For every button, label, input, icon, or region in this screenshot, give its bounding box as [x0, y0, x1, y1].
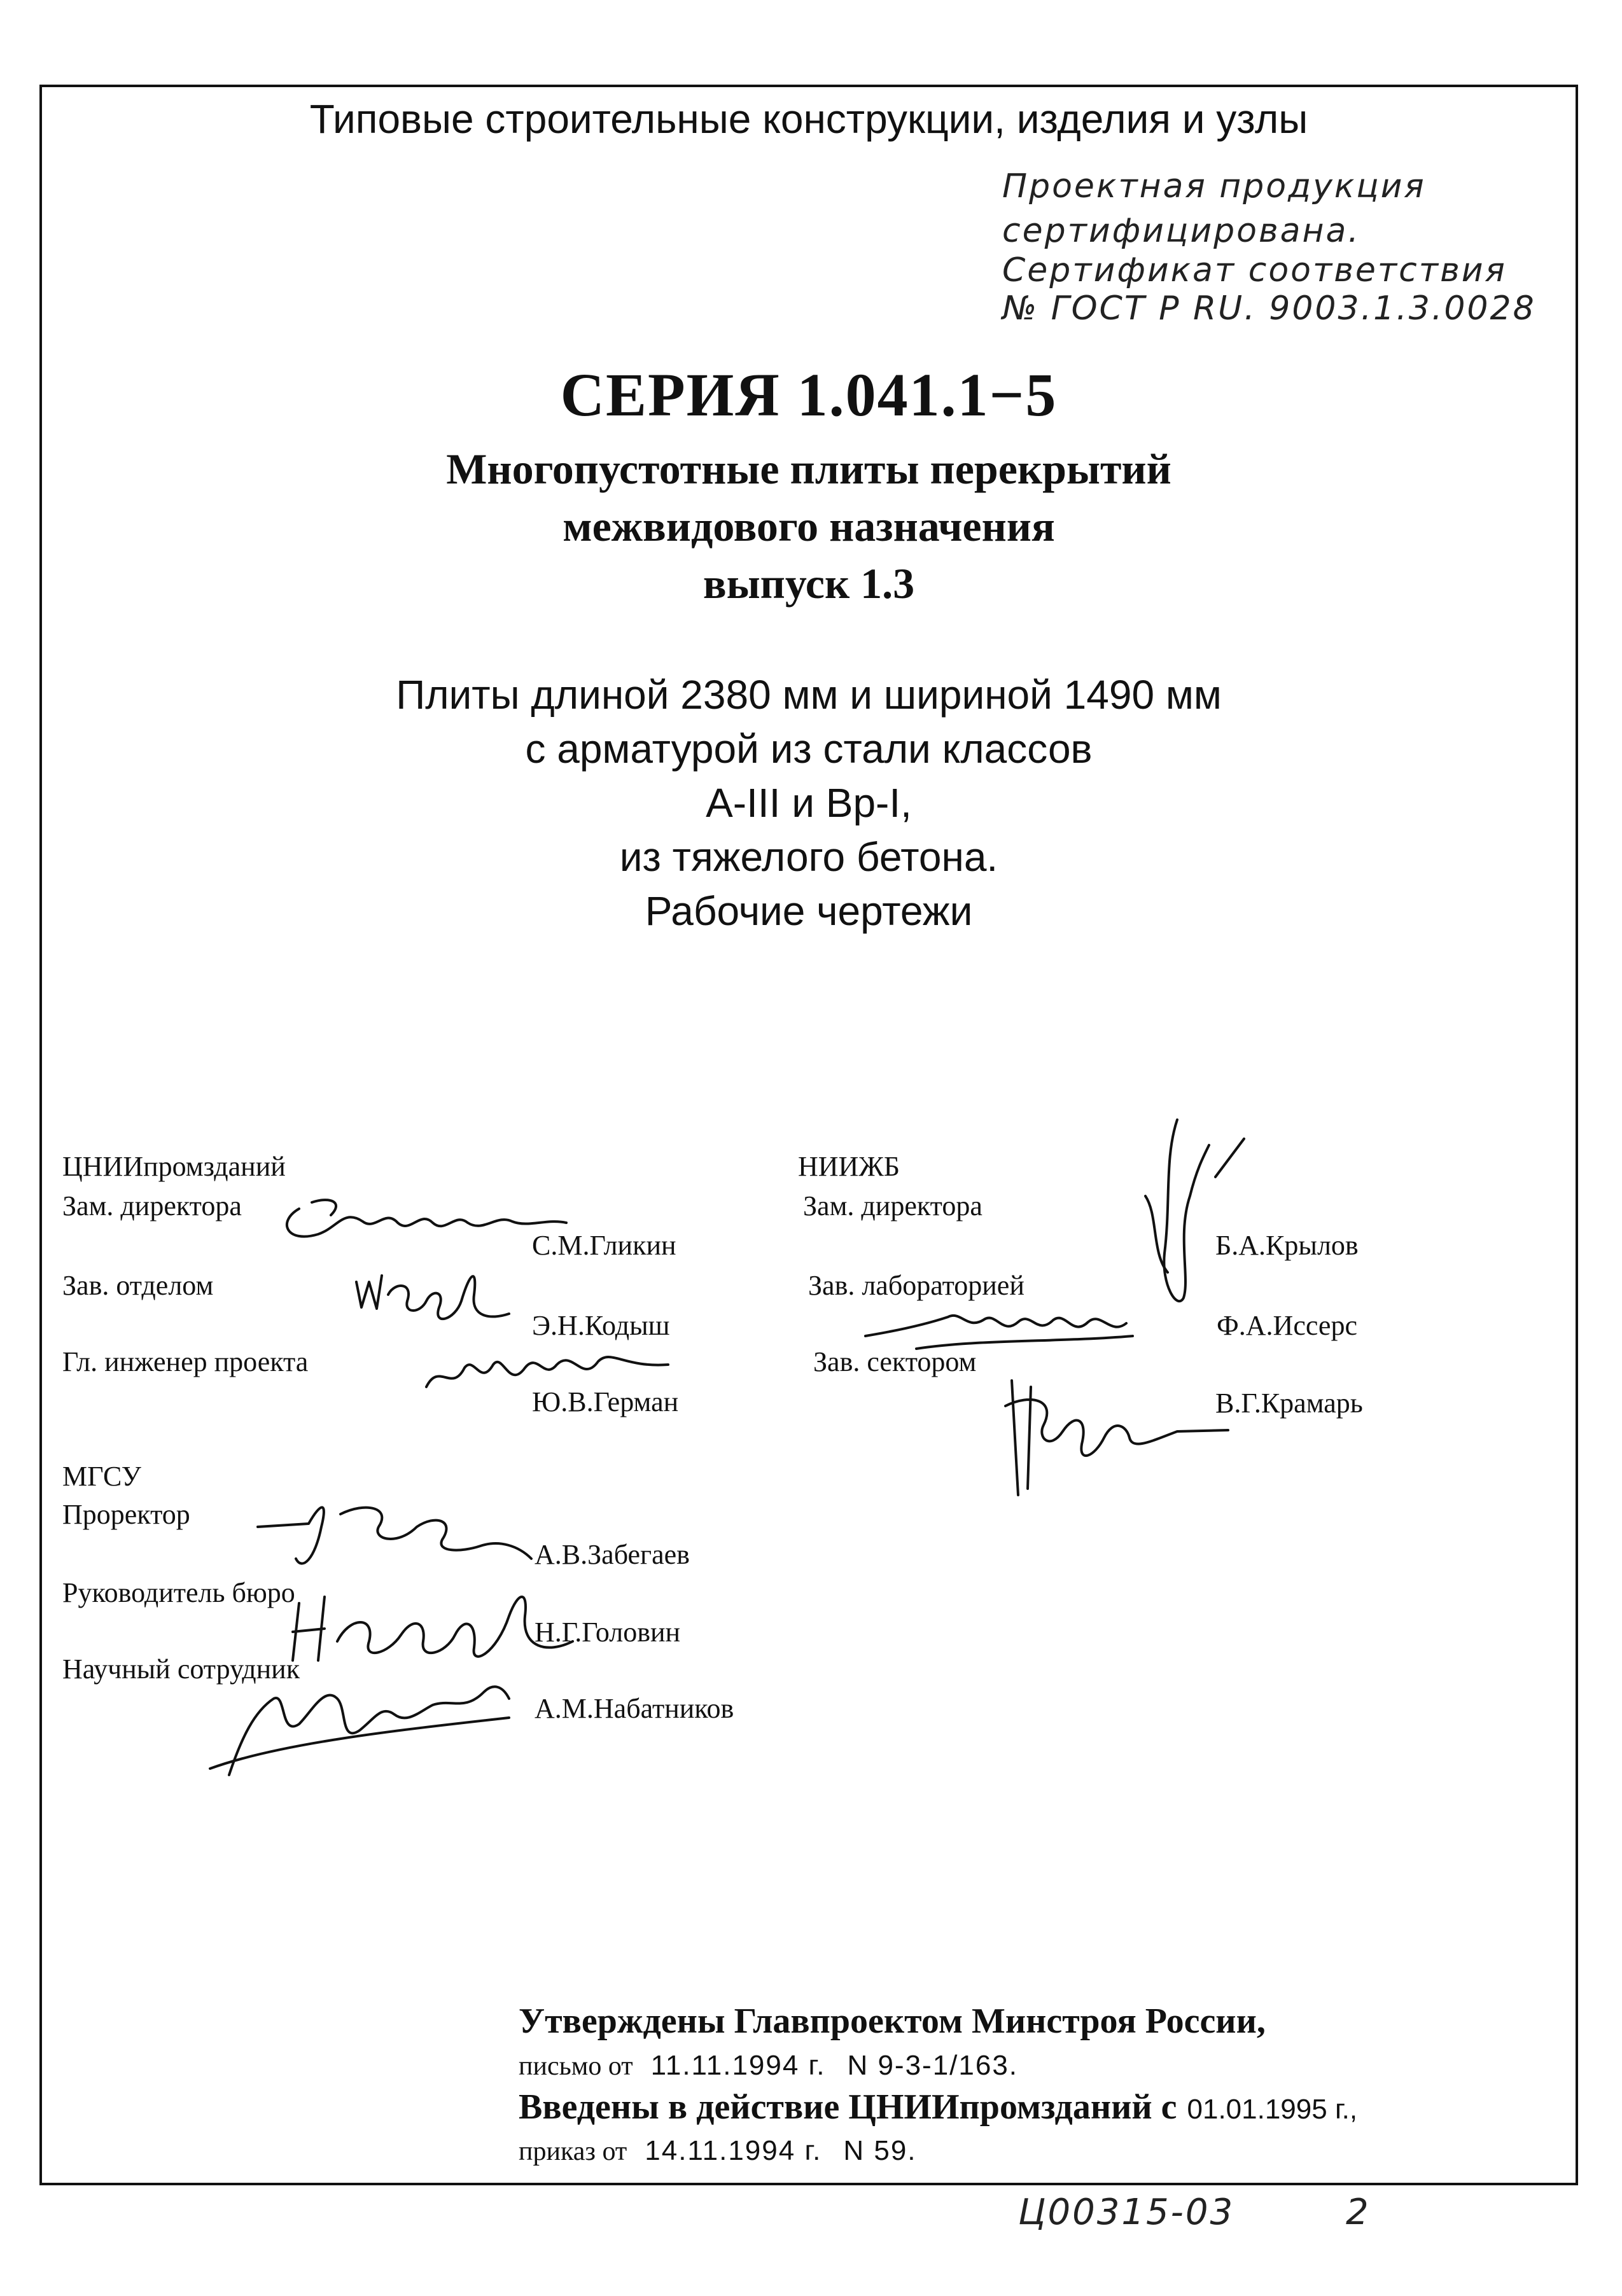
org-right-position-2: Зав. лабораторией	[808, 1270, 1024, 1301]
certification-line-4: № ГОСТ Р RU. 9003.1.3.0028	[1002, 289, 1536, 328]
approval-enacted-date: 01.01.1995 г.,	[1187, 2094, 1358, 2125]
org-left-person-2: Э.Н.Кодыш	[532, 1310, 670, 1341]
org-right-person-1: Б.А.Крылов	[1215, 1230, 1359, 1261]
org-right-position-3: Зав. сектором	[813, 1346, 977, 1377]
org-left-person-1: С.М.Гликин	[532, 1230, 676, 1261]
description-line-4: из тяжелого бетона.	[619, 834, 998, 880]
org-bottom-person-1: А.В.Забегаев	[535, 1539, 690, 1570]
approval-letter-date: 11.11.1994 г.	[650, 2050, 826, 2081]
org-bottom-position-2: Руководитель бюро	[62, 1577, 295, 1608]
series-issue: выпуск 1.3	[703, 559, 915, 608]
approval-letter-label: письмо от	[519, 2052, 633, 2081]
approval-order-line	[519, 2135, 917, 2167]
signature-golovin	[280, 1578, 585, 1673]
certification-line-1: Проектная продукция	[1002, 167, 1426, 205]
org-left-position-3: Гл. инженер проекта	[62, 1346, 309, 1377]
footer-stamp-code: Ц00315-03	[1018, 2192, 1235, 2233]
signature-nabatnikov	[204, 1660, 522, 1788]
description-line-5: Рабочие чертежи	[645, 888, 973, 934]
org-left-name: ЦНИИпромзданий	[62, 1151, 286, 1182]
signature-german	[414, 1336, 681, 1406]
description-line-2: с арматурой из стали классов	[525, 726, 1093, 772]
approval-order-label: приказ от	[519, 2137, 627, 2166]
approval-order-date: 14.11.1994 г.	[645, 2135, 822, 2166]
series-subtitle-line-1: Многопустотные плиты перекрытий	[446, 445, 1171, 493]
signature-kodysh	[344, 1256, 535, 1346]
org-right-position-1: Зам. директора	[803, 1190, 982, 1221]
org-left-person-3: Ю.В.Герман	[532, 1386, 679, 1417]
description-line-1: Плиты длиной 2380 мм и шириной 1490 мм	[396, 672, 1222, 718]
org-bottom-person-2: Н.Г.Головин	[535, 1617, 681, 1648]
signature-kramar	[993, 1368, 1234, 1514]
approval-letter-line	[519, 2050, 1018, 2082]
approval-enacted-by: Введены в действие ЦНИИпромзданий с	[519, 2087, 1177, 2127]
certification-line-3: Сертификат соответствия	[1002, 251, 1507, 289]
org-bottom-position-3: Научный сотрудник	[62, 1653, 300, 1685]
approval-letter-number: N 9-3-1/163.	[847, 2050, 1019, 2081]
signature-issers	[853, 1291, 1158, 1361]
signature-glikin	[274, 1183, 579, 1260]
org-bottom-name: МГСУ	[62, 1461, 141, 1492]
org-right-person-3: В.Г.Крамарь	[1215, 1388, 1363, 1419]
org-bottom-person-3: А.М.Набатников	[535, 1693, 734, 1724]
org-right-person-2: Ф.А.Иссерс	[1217, 1310, 1357, 1341]
footer-page-number: 2	[1346, 2192, 1371, 2233]
certification-line-2: сертифицирована.	[1002, 212, 1360, 250]
approval-approved-by: Утверждены Главпроектом Минстроя России,	[519, 2001, 1266, 2041]
org-bottom-position-1: Проректор	[62, 1499, 190, 1530]
signature-zabegaev	[251, 1489, 538, 1584]
description-line-3: А-III и Вр-I,	[706, 780, 912, 826]
org-right-name: НИИЖБ	[798, 1151, 900, 1182]
org-left-position-2: Зав. отделом	[62, 1270, 214, 1301]
series-subtitle-line-2: межвидового назначения	[563, 502, 1055, 550]
document-header-title: Типовые строительные конструкции, изделия и узлы	[309, 96, 1308, 142]
approval-order-number: N 59.	[843, 2135, 917, 2166]
series-title: СЕРИЯ 1.041.1−5	[560, 361, 1058, 429]
signature-krylov	[1107, 1107, 1260, 1323]
approval-enacted-line	[519, 2087, 1357, 2127]
org-left-position-1: Зам. директора	[62, 1190, 242, 1221]
